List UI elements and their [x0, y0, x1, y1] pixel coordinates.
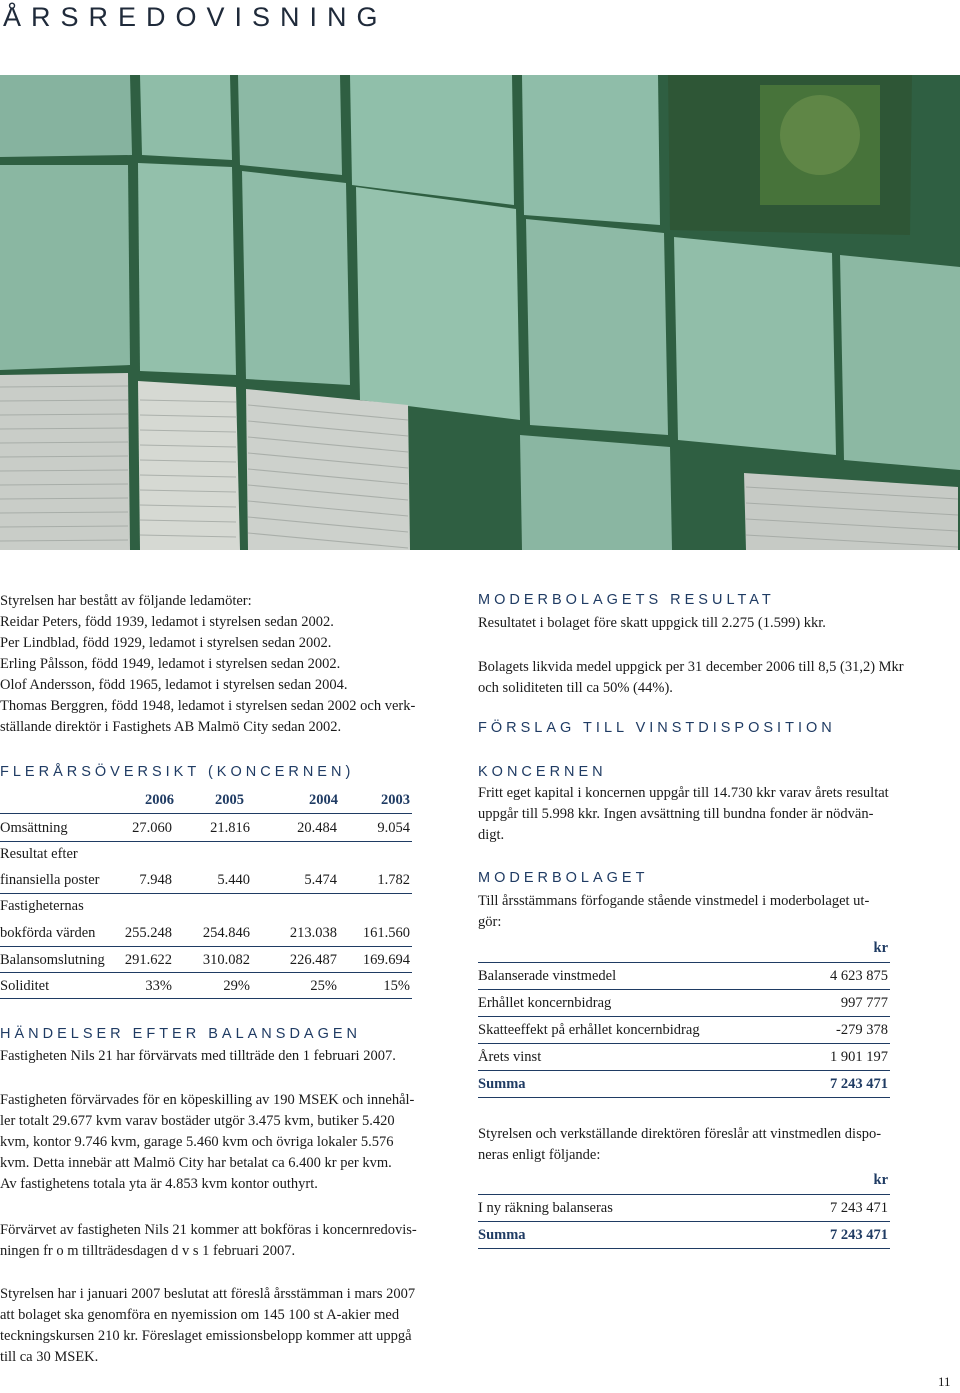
- parent-paragraph: [478, 891, 918, 933]
- text-line: teckningskursen 210 kr. Föreslaget emissionsbelopp kommer att uppgå: [0, 1328, 412, 1344]
- text-line: till ca 30 MSEK.: [0, 1349, 99, 1365]
- table-row-label: Resultat efter: [0, 846, 78, 862]
- events-paragraph-1: Fastigheten Nils 21 har förvärvats med tillträde den 1 februari 2007.: [0, 1048, 396, 1064]
- group-heading: KONCERNEN: [478, 764, 607, 780]
- year-header: 2005: [215, 792, 244, 808]
- table-rule: [478, 962, 890, 963]
- table-row-label: Soliditet: [0, 978, 50, 994]
- table-cell: 169.694: [362, 952, 410, 968]
- table-cell: 27.060: [132, 820, 172, 836]
- sum-label: Summa: [478, 1076, 526, 1092]
- table-cell: 997 777: [840, 995, 888, 1011]
- table-cell: 29%: [223, 978, 250, 994]
- disposition-table: [478, 938, 892, 1098]
- table-cell: 4 623 875: [830, 968, 888, 984]
- text-line: och soliditeten till ca 50% (44%).: [478, 680, 673, 696]
- table-rule: [478, 1070, 890, 1071]
- building-facade-photo: [0, 75, 960, 550]
- board-proposal-paragraph: [478, 1124, 914, 1166]
- year-header: 2003: [381, 792, 410, 808]
- board-member: Per Lindblad, född 1929, ledamot i styrelsen sedan 2002.: [0, 635, 332, 651]
- proposal-heading: FÖRSLAG TILL VINSTDISPOSITION: [478, 720, 836, 736]
- table-row-label: Omsättning: [0, 820, 68, 836]
- table-rule: [0, 972, 412, 973]
- text-line: Bolagets likvida medel uppgick per 31 december 2006 till 8,5 (31,2) Mkr: [478, 659, 904, 675]
- page-title: ÅRSREDOVISNING: [3, 2, 388, 32]
- parent-result-paragraph-2: [478, 657, 928, 699]
- table-rule: [478, 1043, 890, 1044]
- events-paragraph-4: [0, 1284, 440, 1368]
- table-cell: 255.248: [124, 925, 172, 941]
- page-number: 11: [938, 1374, 951, 1389]
- events-heading: HÄNDELSER EFTER BALANSDAGEN: [0, 1026, 362, 1042]
- table-rule: [0, 841, 412, 842]
- text-line: digt.: [478, 827, 505, 843]
- table-cell: 226.487: [289, 952, 337, 968]
- table-row-label: Årets vinst: [478, 1049, 542, 1065]
- year-header: 2006: [145, 792, 174, 808]
- events-paragraph-3: [0, 1220, 436, 1262]
- table-cell: -279 378: [836, 1022, 888, 1038]
- text-line: Av fastighetens totala yta är 4.853 kvm kontor outhyrt.: [0, 1176, 318, 1192]
- text-line: att bolaget ska genomföra en nyemission om 145 100 st A-akier med: [0, 1307, 400, 1323]
- table-row-label: Erhållet koncernbidrag: [478, 995, 612, 1011]
- group-paragraph: [478, 783, 918, 846]
- table-row-label: finansiella poster: [0, 872, 100, 888]
- text-line: Styrelsen har i januari 2007 beslutat att föreslå årsstämman i mars 2007: [0, 1286, 416, 1302]
- board-intro: Styrelsen har bestått av följande ledamöter:: [0, 593, 252, 609]
- table-rule: [478, 989, 890, 990]
- text-line: ningen fr o m tillträdesdagen d v s 1 februari 2007.: [0, 1243, 296, 1259]
- table-row-label: Skatteeffekt på erhållet koncernbidrag: [478, 1022, 700, 1038]
- table-cell: 7.948: [139, 872, 172, 888]
- table-cell: 1.782: [377, 872, 410, 888]
- events-paragraph-2: [0, 1090, 436, 1195]
- table-cell: 161.560: [362, 925, 410, 941]
- board-member: Erling Pålsson, född 1949, ledamot i styrelsen sedan 2002.: [0, 656, 341, 672]
- table-cell: 291.622: [124, 952, 172, 968]
- table-cell: 7 243 471: [830, 1200, 888, 1216]
- table-row-label: Balansomslutning: [0, 952, 105, 968]
- board-member: ställande direktör i Fastighets AB Malmö City sedan 2002.: [0, 719, 342, 735]
- currency-header: kr: [873, 1172, 888, 1188]
- table-rule: [0, 998, 412, 999]
- table-cell: 1 901 197: [830, 1049, 888, 1065]
- table-row-label: I ny räkning balanseras: [478, 1200, 613, 1216]
- table-cell: 21.816: [210, 820, 250, 836]
- table-rule: [0, 946, 412, 947]
- allocation-table: [478, 1170, 892, 1248]
- text-line: Styrelsen och verkställande direktören föreslår att vinstmedlen dispo-: [478, 1126, 882, 1142]
- table-cell: 9.054: [377, 820, 410, 836]
- overview-heading: FLERÅRSÖVERSIKT (KONCERNEN): [0, 764, 355, 780]
- board-member: Thomas Berggren, född 1948, ledamot i styrelsen sedan 2002 och verk-: [0, 698, 416, 714]
- table-row-label: Balanserade vinstmedel: [478, 968, 617, 984]
- board-member: Olof Andersson, född 1965, ledamot i styrelsen sedan 2004.: [0, 677, 348, 693]
- table-cell: 254.846: [202, 925, 250, 941]
- table-rule: [478, 1221, 890, 1222]
- table-rule: [0, 813, 412, 814]
- board-members-block: [0, 591, 440, 738]
- table-row-label: Fastigheternas: [0, 898, 84, 914]
- table-rule: [478, 1016, 890, 1017]
- year-header: 2004: [309, 792, 338, 808]
- table-cell: 5.440: [217, 872, 250, 888]
- table-rule: [478, 1194, 890, 1195]
- board-member: Reidar Peters, född 1939, ledamot i styrelsen sedan 2002.: [0, 614, 334, 630]
- text-line: Fritt eget kapital i koncernen uppgår till 14.730 kkr varav årets resultat: [478, 785, 889, 801]
- text-line: neras enligt följande:: [478, 1147, 601, 1163]
- parent-result-paragraph-1: Resultatet i bolaget före skatt uppgick till 2.275 (1.599) kkr.: [478, 615, 826, 631]
- table-rule: [478, 1248, 890, 1249]
- table-cell: 213.038: [289, 925, 337, 941]
- text-line: ler totalt 29.677 kvm varav bostäder utgör 3.475 kvm, butiker 5.420: [0, 1113, 395, 1129]
- text-line: gör:: [478, 914, 502, 930]
- table-cell: 310.082: [202, 952, 250, 968]
- table-cell: 15%: [383, 978, 410, 994]
- text-line: uppgår till 5.998 kkr. Ingen avsättning till bundna fonder är nödvän-: [478, 806, 874, 822]
- table-cell: 20.484: [297, 820, 337, 836]
- table-row-label: bokförda värden: [0, 925, 96, 941]
- table-cell: 33%: [145, 978, 172, 994]
- text-line: Till årsstämmans förfogande stående vinstmedel i moderbolaget ut-: [478, 893, 870, 909]
- table-rule: [478, 1097, 890, 1098]
- text-line: kvm, kontor 9.746 kvm, garage 5.460 kvm och övriga lokaler 5.576: [0, 1134, 394, 1150]
- parent-result-heading: MODERBOLAGETS RESULTAT: [478, 592, 775, 608]
- sum-value: 7 243 471: [830, 1227, 888, 1243]
- overview-table: [0, 790, 430, 1000]
- text-line: kvm. Detta innebär att Malmö City har betalat ca 6.400 kr per kvm.: [0, 1155, 392, 1171]
- table-cell: 5.474: [304, 872, 337, 888]
- currency-header: kr: [873, 940, 888, 956]
- table-cell: 25%: [310, 978, 337, 994]
- text-line: Förvärvet av fastigheten Nils 21 kommer att bokföras i koncernredovis-: [0, 1222, 417, 1238]
- table-rule: [0, 893, 412, 894]
- sum-value: 7 243 471: [830, 1076, 888, 1092]
- sum-label: Summa: [478, 1227, 526, 1243]
- parent-heading: MODERBOLAGET: [478, 870, 649, 886]
- text-line: Fastigheten förvärvades för en köpeskilling av 190 MSEK och innehål-: [0, 1092, 415, 1108]
